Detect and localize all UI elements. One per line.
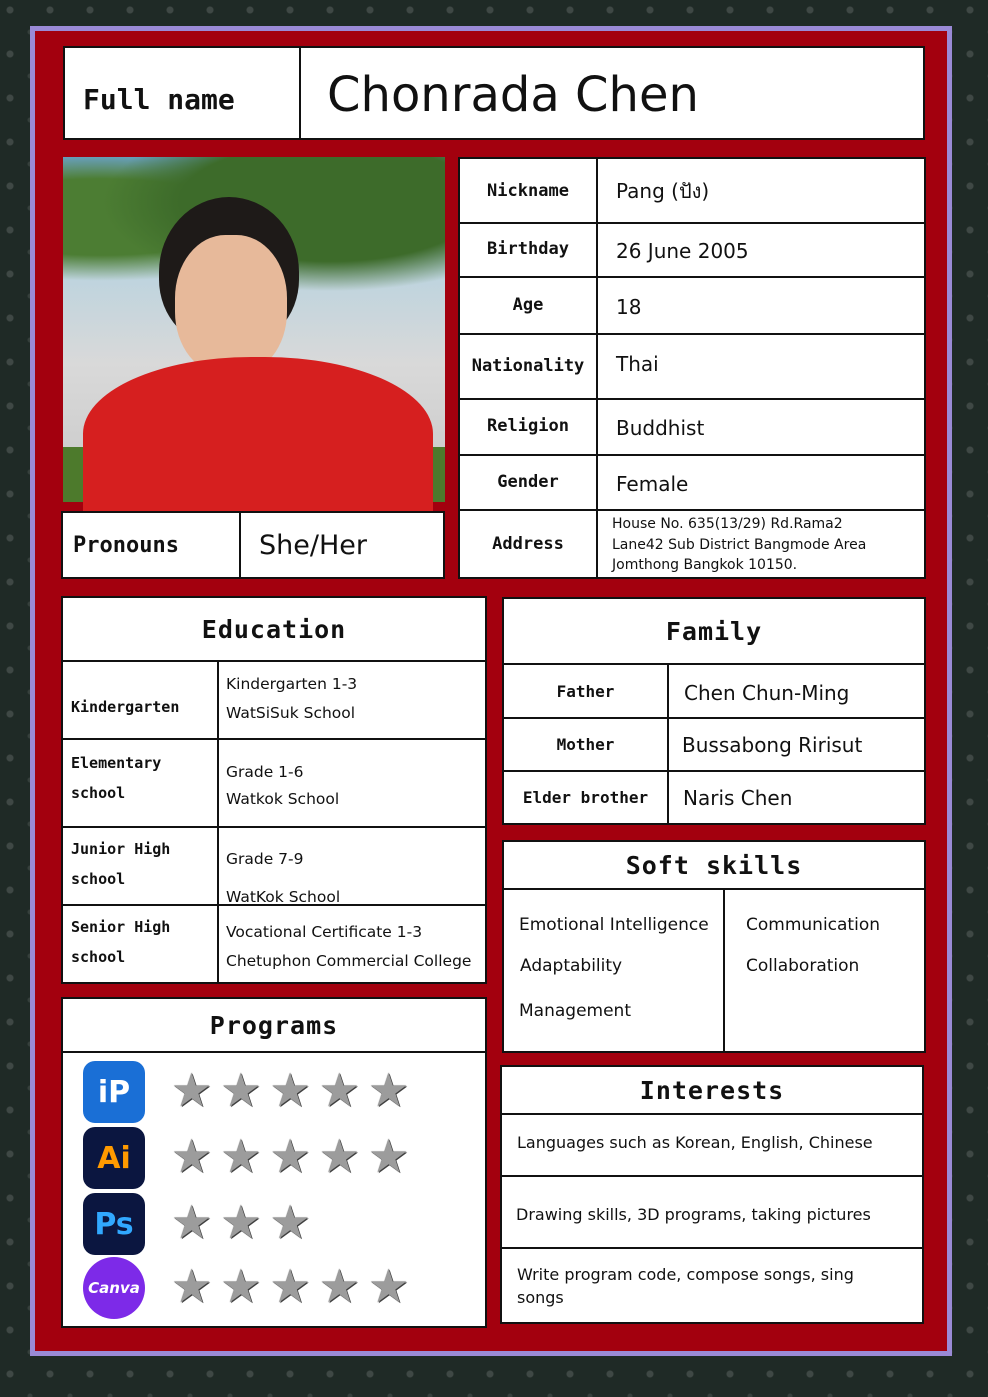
- mother-value: Bussabong Ririsut: [682, 732, 863, 757]
- education-level-line: Senior High: [71, 918, 171, 936]
- education-level-line: Kindergarten: [71, 698, 180, 716]
- soft-skill-item: Communication: [746, 915, 880, 935]
- rating-stars: [171, 1129, 410, 1183]
- interest-line: Write program code, compose songs, sing: [517, 1265, 854, 1284]
- education-detail-line: Grade 1-6: [226, 763, 304, 781]
- star-icon: ★: [171, 1129, 213, 1183]
- soft-skill-item: Collaboration: [746, 956, 860, 976]
- star-icon: ★: [171, 1063, 213, 1117]
- half-star-icon: ★: [368, 1129, 410, 1183]
- education-detail-line: WatKok School: [226, 888, 341, 906]
- family-title: Family: [665, 616, 763, 646]
- nickname-value: Pang (ปัง): [616, 178, 710, 203]
- personal-info-table: [458, 157, 926, 579]
- education-detail-line: Kindergarten 1-3: [226, 675, 358, 693]
- education-detail-line: WatSiSuk School: [226, 704, 356, 722]
- gender-value: Female: [616, 471, 689, 496]
- star-icon: ★: [171, 1195, 213, 1249]
- education-detail: [226, 670, 357, 728]
- star-icon: ★: [220, 1129, 262, 1183]
- programs-title: Programs: [209, 1010, 339, 1040]
- photoshop-icon: Ps: [83, 1193, 145, 1255]
- nickname-label: Nickname: [487, 180, 569, 201]
- half-star-icon: ★: [269, 1195, 311, 1249]
- education-level-line: school: [71, 784, 126, 802]
- full-name-label: Full name: [83, 82, 235, 116]
- address-line: House No. 635(13/29) Rd.Rama2: [612, 516, 843, 532]
- education-detail-line: Grade 7-9: [226, 850, 304, 868]
- full-name-value: Chonrada Chen: [327, 67, 699, 123]
- address-label: Address: [492, 534, 564, 554]
- soft-skill-item: Emotional Intelligence: [519, 915, 709, 935]
- rating-stars: [171, 1063, 417, 1117]
- soft-skills-title: Soft skills: [625, 850, 803, 880]
- education-detail: [226, 918, 471, 976]
- education-level-line: Elementary: [71, 754, 162, 772]
- nationality-label: Nationality: [471, 355, 585, 376]
- star-icon: ★: [220, 1259, 262, 1313]
- star-icon: ★: [269, 1129, 311, 1183]
- interest-item: [516, 1205, 871, 1224]
- profile-photo: [63, 157, 445, 502]
- star-icon: ★: [269, 1063, 311, 1117]
- elder-brother-value: Naris Chen: [683, 785, 793, 810]
- education-detail-line: Vocational Certificate 1-3: [226, 923, 423, 941]
- star-icon: ★: [269, 1259, 311, 1313]
- star-icon: ★: [171, 1259, 213, 1313]
- mother-label: Mother: [556, 735, 615, 754]
- education-level: [71, 912, 170, 972]
- education-detail: [226, 759, 339, 813]
- elder-brother-label: Elder brother: [522, 788, 649, 807]
- family-table: [502, 597, 926, 825]
- rating-stars: [171, 1195, 311, 1249]
- star-icon: ★: [220, 1195, 262, 1249]
- canva-icon: Canva: [83, 1257, 145, 1319]
- half-star-icon: ★: [368, 1259, 410, 1313]
- birthday-label: Birthday: [487, 239, 569, 259]
- gender-label: Gender: [497, 471, 559, 492]
- religion-label: Religion: [487, 416, 569, 436]
- illustrator-icon: Ai: [83, 1127, 145, 1189]
- pronouns-label: Pronouns: [73, 532, 179, 558]
- star-icon: ★: [318, 1063, 360, 1117]
- address-line: Lane42 Sub District Bangmode Area: [612, 536, 867, 553]
- birthday-value: 26 June 2005: [616, 239, 749, 263]
- programs-box: [61, 997, 487, 1328]
- age-label: Age: [512, 294, 544, 315]
- education-detail: [226, 840, 340, 916]
- education-level: [71, 748, 161, 808]
- star-icon: ★: [220, 1063, 262, 1117]
- father-label: Father: [556, 681, 615, 701]
- interest-item: [517, 1263, 854, 1309]
- interest-item: [517, 1133, 873, 1152]
- education-detail-line: Watkok School: [226, 790, 340, 808]
- address-line: Jomthong Bangkok 10150.: [612, 557, 798, 573]
- soft-skill-item: Adaptability: [520, 956, 623, 976]
- star-icon: ★: [368, 1063, 410, 1117]
- religion-value: Buddhist: [616, 416, 705, 440]
- pronouns-box: [61, 511, 445, 579]
- education-detail-line: Chetuphon Commercial College: [226, 952, 472, 970]
- full-name-box: [63, 46, 925, 140]
- father-value: Chen Chun-Ming: [684, 681, 850, 705]
- star-icon: ★: [318, 1259, 360, 1313]
- pronouns-value: She/Her: [259, 529, 367, 561]
- education-table: [61, 596, 487, 984]
- education-level: [71, 692, 179, 722]
- interests-box: [500, 1065, 924, 1324]
- education-title: Education: [201, 614, 347, 644]
- nationality-value: Thai: [616, 352, 659, 376]
- education-level-line: school: [71, 948, 126, 966]
- interest-line: Drawing skills, 3D programs, taking pictures: [516, 1205, 871, 1224]
- interest-line: Languages such as Korean, English, Chinese: [517, 1133, 873, 1152]
- interests-title: Interests: [639, 1075, 785, 1105]
- address-value: [612, 514, 866, 576]
- soft-skill-item: Management: [519, 1001, 631, 1021]
- ibispaint-icon: iP: [83, 1061, 145, 1123]
- age-value: 18: [616, 294, 642, 319]
- rating-stars: [171, 1259, 410, 1313]
- education-level-line: Junior High: [71, 840, 171, 858]
- soft-skills-box: [502, 840, 926, 1053]
- star-icon: ★: [318, 1129, 360, 1183]
- education-level-line: school: [71, 870, 126, 888]
- interest-line: songs: [517, 1288, 564, 1307]
- education-level: [71, 834, 170, 894]
